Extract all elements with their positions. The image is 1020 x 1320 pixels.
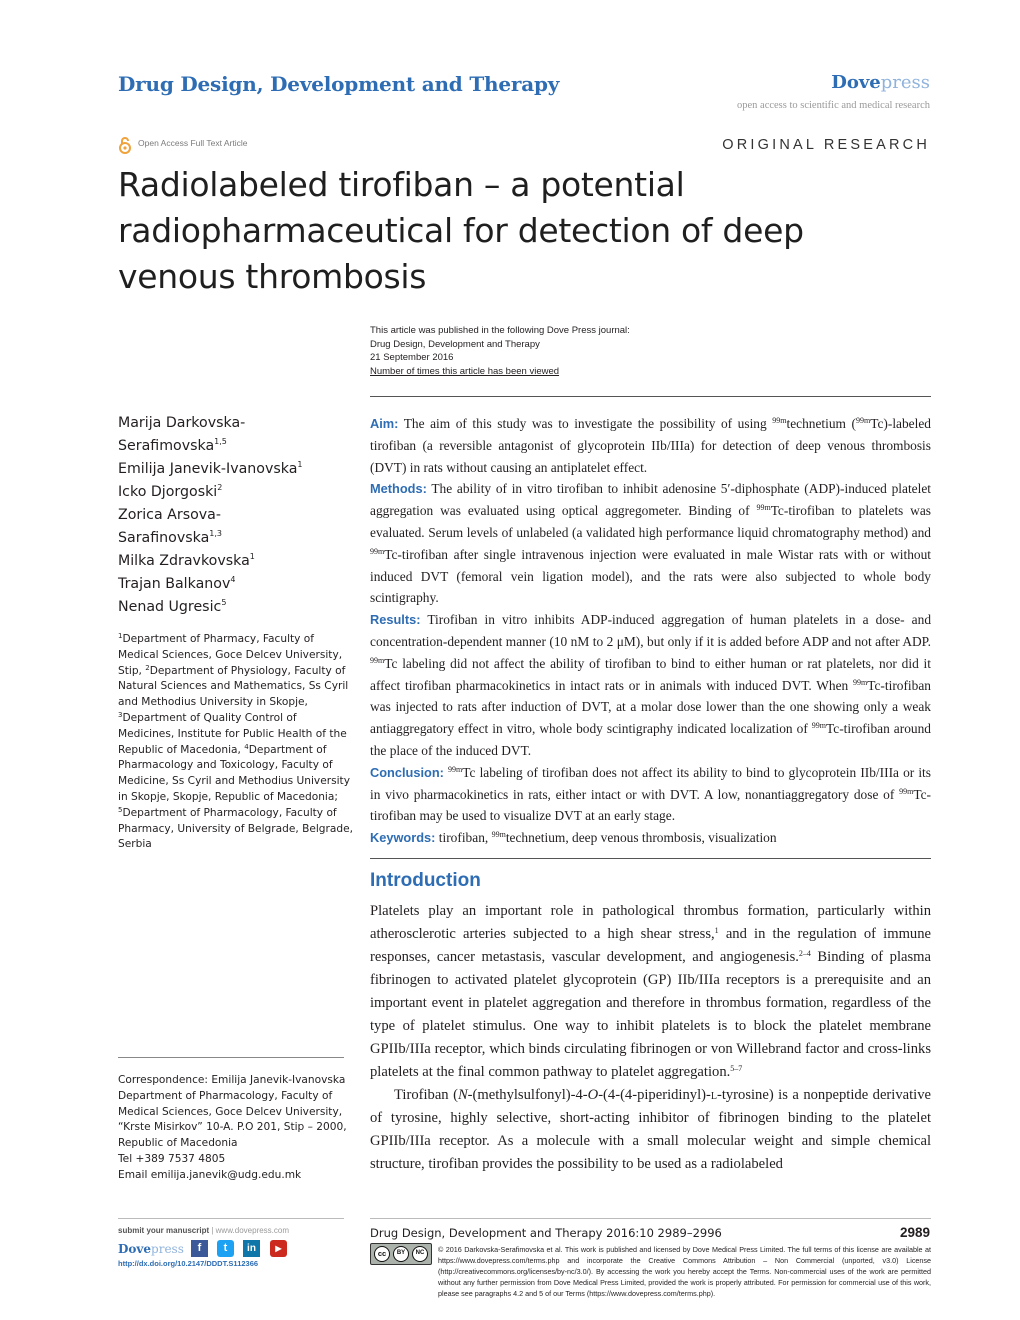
publisher-tagline: open access to scientific and medical research (737, 100, 930, 111)
affiliations: $^1$Department of Pharmacy, Faculty of Medical Sciences, Goce Delcev University, Stip, $^2$Department of Physiology, Faculty of Natural Sciences and Mathematics, Ss Cyril and Methodius University in Skopje, $^3$Department of Quality Control of Medicines, Institute for Public Health of the Republic of Macedonia, $^4$Department of Pharmacology and Toxicology, Faculty of Medicine, Ss Cyril and Methodius University in Skopje, Skopje, Republic of Macedonia; $^5$Department of Pharmacology, Faculty of Pharmacy, University of Belgrade, Belgrade, Serbia (118, 632, 353, 851)
citation-link[interactable]: 1 (714, 926, 719, 935)
intro-paragraph: Tirofiban (N-(methylsulfonyl)-4-O-(4-(4-piperidinyl)-l-tyrosine) is a nonpeptide derivative of tyrosine, highly selective, short-acting inhibitor of fibrinogen binding to the platelet GPIIb/IIIa receptor. As a molecule with a small molecular weight and simple chemical structure, tirofiban provides the possibility to be used as a radiolabeled (370, 1087, 931, 1172)
doi-link[interactable]: http://dx.doi.org/10.2147/DDDT.S112366 (118, 1259, 259, 1268)
author-name: Icko Djorgoski$^2$ (118, 483, 223, 500)
abstract-conclusion: Conclusion: $^{99m}$Tc labeling of tirofiban does not affect its ability to bind to glycoprotein IIb/IIIa or its in vivo pharmacokinetics in rats, either intact or with DVT. A low, nonantiaggregatory dose of $^{99m}$Tc-tirofiban may be used to visualize DVT at an early stage. (370, 764, 931, 824)
correspondence-tel: Tel +389 7537 4805 (118, 1152, 226, 1165)
pubinfo-line: This article was published in the following Dove Press journal: (370, 325, 630, 336)
footer-dove-logo[interactable]: Dovepress (118, 1242, 184, 1256)
author-name: Zorica Arsova- (118, 507, 221, 523)
publication-info (370, 324, 630, 378)
author-name: Marija Darkovska- (118, 415, 246, 431)
author-name: Trajan Balkanov$^4$ (118, 575, 236, 592)
section-type: ORIGINAL RESEARCH (722, 137, 930, 153)
youtube-icon[interactable]: ▶ (270, 1240, 287, 1257)
article-title: Radiolabeled tirofiban – a potential radiopharmaceutical for detection of deep venous thrombosis (118, 165, 804, 296)
page-number: 2989 (899, 1225, 930, 1240)
introduction-heading: Introduction (370, 870, 481, 891)
open-access-icon (118, 136, 132, 154)
author-list (118, 412, 358, 619)
license-text: © 2016 Darkovska-Serafimovska et al. This work is published and licensed by Dove Medical Press Limited. The full terms of this license are available at https://www.dovepress.com/terms.php and incorporate the Creative Commons Attribution – Non Commercial (unported, v3.0) License (http://creativecommons.org/licenses/by-nc/3.0/). By accessing the work you hereby accept the Terms. Non-commercial uses of the work are permitted without any further permission from Dove Medical Press Limited, provided the work is properly attributed. For permission for commercial use of this work, please see paragraphs 4.2 and 5 of our Terms (https://www.dovepress.com/terms.php). (438, 1245, 931, 1298)
correspondence-email[interactable]: Email emilija.janevik@udg.edu.mk (118, 1168, 302, 1181)
citation-link[interactable]: 5–7 (730, 1064, 743, 1073)
open-access-label: Open Access Full Text Article (138, 138, 248, 148)
divider (118, 1057, 344, 1058)
twitter-icon[interactable]: t (217, 1240, 234, 1257)
abstract-aim: Aim: The aim of this study was to investigate the possibility of using $^{99m}$technetium ($^{99m}$Tc)-labeled tirofiban (a reversible antagonist of glycoprotein IIb/IIIa) for detection of deep venous thrombosis (DVT) in rats without causing an antiplatelet effect. (370, 416, 931, 475)
author-name: Serafimovska$^{1,5}$ (118, 437, 227, 454)
cc-license-badge[interactable] (370, 1243, 432, 1265)
publisher-logo[interactable] (831, 72, 930, 93)
journal-title[interactable]: Drug Design, Development and Therapy (118, 72, 560, 96)
introduction-body (370, 900, 931, 1176)
correspondence-address: Department of Pharmacology, Faculty of Medical Sciences, Goce Delcev University, “Krste Misirkov” 10-A. P.O 201, Stip – 2000, Republic of Macedonia (118, 1089, 347, 1150)
linkedin-icon[interactable]: in (243, 1240, 260, 1257)
submit-manuscript[interactable]: submit your manuscript | www.dovepress.com (118, 1226, 290, 1235)
divider (370, 858, 931, 859)
citation-link[interactable]: 2–4 (798, 949, 811, 958)
author-name: Sarafinovska$^{1,3}$ (118, 529, 223, 546)
footer-divider (370, 1218, 931, 1219)
correspondence-label: Correspondence: Emilija Janevik-Ivanovska (118, 1074, 346, 1086)
correspondence (118, 1073, 356, 1184)
pubinfo-journal: Drug Design, Development and Therapy (370, 338, 540, 350)
facebook-icon[interactable]: f (191, 1240, 208, 1257)
divider (370, 396, 931, 397)
by-icon: BY (393, 1246, 409, 1262)
author-name: Emilija Janevik-Ivanovska$^1$ (118, 460, 303, 477)
views-link[interactable]: Number of times this article has been viewed (370, 365, 560, 377)
pubinfo-date: 21 September 2016 (370, 352, 454, 363)
author-name: Nenad Ugresic$^5$ (118, 598, 227, 615)
abstract-results: Results: Tirofiban in vitro inhibits ADP-induced aggregation of human platelets in a dose- and concentration-dependent manner (10 nM to 2 μM), but only if it is added before ADP and not after ADP. $^{99m}$Tc labeling did not affect the ability of tirofiban to bind to either human or rat platelets, nor did it affect tirofiban pharmacokinetics in intact rats or in animals with induced DVT. When $^{99m}$Tc-tirofiban was injected to rats after induction of DVT, at a molar dose lower than the one showing only a weak antiaggregatory effect in vitro, whole body scintigraphy indicated localization of $^{99m}$Tc-tirofiban around the place of the induced DVT. (370, 612, 932, 758)
nc-icon: NC (412, 1246, 428, 1262)
author-name: Milka Zdravkovska$^1$ (118, 552, 255, 569)
abstract-methods: Methods: The ability of in vitro tirofiban to inhibit adenosine 5′-diphosphate (ADP)-induced platelet aggregation was evaluated using optical aggregometer. Binding of $^{99m}$Tc-tirofiban to platelets was evaluated. Serum levels of unlabeled (a validated high performance liquid chromatography method) and $^{99m}$Tc-tirofiban after single intravenous injection were evaluated in male Wistar rats with or without induced DVT (femoral vein ligation model), and the rats were also subjected to whole body scintigraphy. (370, 481, 931, 606)
intro-paragraph: Platelets play an important role in pathological thrombus formation, particularly within atherosclerotic arteries subjected to a high shear stress,$^1$ and in the regulation of immune responses, cancer metastasis, vascular development, and angiogenesis.$^{2-4}$ Binding of plasma fibrinogen to activated platelet glycoprotein (GP) IIb/IIIa receptors is a prerequisite and an important event in platelet aggregation and therefore in thrombus formation, regardless of the type of platelet stimulus. One way to inhibit platelets is to block the platelet membrane GPIIb/IIIa receptor, which binds circulating fibrinogen or von Willebrand factor and cross-links platelets at the final common pathway to platelet aggregation.$^{5-7}$ (370, 903, 931, 1080)
abstract-keywords: Keywords: tirofiban, $^{99m}$technetium, deep venous thrombosis, visualization (370, 830, 777, 846)
journal-reference: Drug Design, Development and Therapy 2016:10 2989–2996 (370, 1226, 722, 1240)
cc-icon: cc (374, 1246, 390, 1262)
abstract (370, 413, 931, 849)
footer-divider (118, 1218, 344, 1219)
publisher-press: press (880, 72, 930, 93)
publisher-dove: Dove (831, 72, 881, 93)
